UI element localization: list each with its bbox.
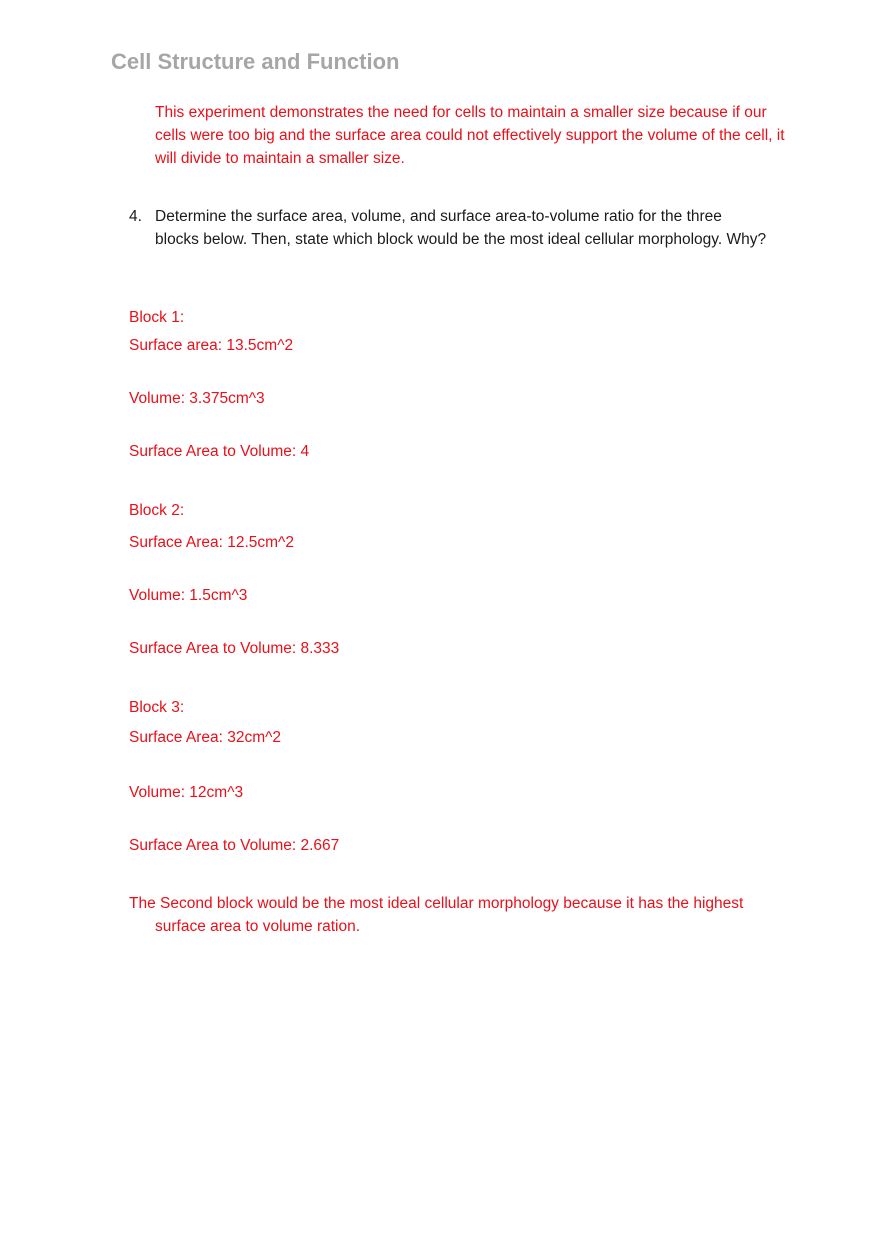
conclusion-line-1: The Second block would be the most ideal cellular morphology because it has the highest xyxy=(129,895,744,912)
intro-paragraph: This experiment demonstrates the need for cells to maintain a smaller size because if our cells were too big and the surface area could not effectively support the volume of the cell, it will divide to maintain a smaller size. xyxy=(155,104,785,167)
block-1-ratio: Surface Area to Volume: 4 xyxy=(129,443,310,460)
block-2-ratio: Surface Area to Volume: 8.333 xyxy=(129,640,340,657)
block-3-volume: Volume: 12cm^3 xyxy=(129,784,244,801)
block-2-label: Block 2: xyxy=(129,502,185,519)
page-header-title: Cell Structure and Function xyxy=(111,49,400,74)
block-1-volume: Volume: 3.375cm^3 xyxy=(129,390,265,407)
block-2-surface-area: Surface Area: 12.5cm^2 xyxy=(129,534,294,551)
block-1-surface-area: Surface area: 13.5cm^2 xyxy=(129,337,294,354)
block-1-label: Block 1: xyxy=(129,309,185,326)
conclusion-line-2: surface area to volume ration. xyxy=(155,918,361,935)
block-3-label: Block 3: xyxy=(129,699,185,716)
block-3-ratio: Surface Area to Volume: 2.667 xyxy=(129,837,340,854)
block-2-volume: Volume: 1.5cm^3 xyxy=(129,587,248,604)
question-number: 4. xyxy=(129,208,142,225)
question-item xyxy=(129,205,769,251)
question-text: Determine the surface area, volume, and surface area-to-volume ratio for the three blocks below. Then, state which block would be the most ideal cellular morphology. Why? xyxy=(155,208,767,248)
conclusion-paragraph xyxy=(129,892,779,938)
block-3-surface-area: Surface Area: 32cm^2 xyxy=(129,729,282,746)
